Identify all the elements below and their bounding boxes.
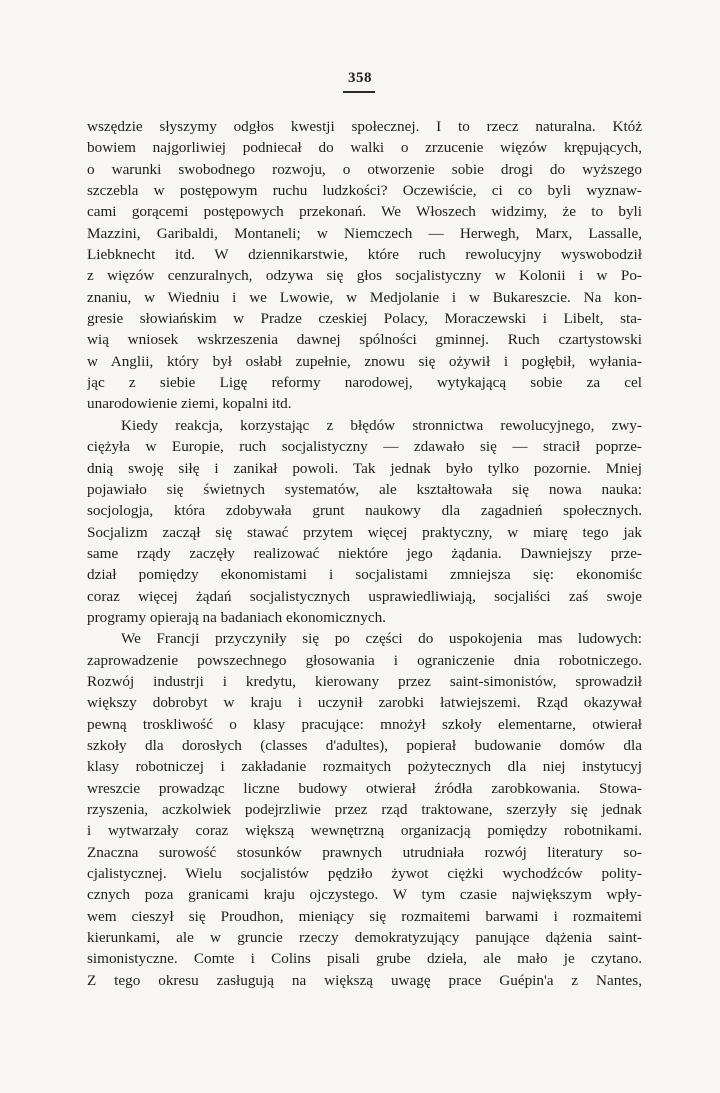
- text-line: coraz więcej żądań socjalistycznych usprawiedliwiają, socjaliści zaś swoje: [87, 587, 642, 605]
- text-line: szkoły dla dorosłych (classes d'adultes), popierał budowanie domów dla: [87, 736, 642, 754]
- text-line: We Francji przyczyniły się po części do uspokojenia mas ludowych:: [121, 630, 642, 648]
- text-line: pewną troskliwość o klasy pracujące: mnożył szkoły elementarne, otwierał: [87, 715, 642, 733]
- text-line: Liebknecht itd. W dziennikarstwie, które ruch rewolucyjny wyswobodził: [87, 246, 642, 264]
- text-line: cami gorącemi postępowych przekonań. We Włoszech widzimy, że to byli: [87, 203, 642, 221]
- text-line: w Anglii, który był osłabł zupełnie, znowu się ożywił i pogłębił, wyłania-: [87, 352, 642, 370]
- text-line: pojawiało się świetnych systematów, ale kształtowała się nowa nauka:: [87, 480, 642, 498]
- text-line: gresie słowiańskim w Pradze czeskiej Polacy, Moraczewski i Libelt, sta-: [87, 310, 642, 328]
- text-line: znaniu, w Wiedniu i we Lwowie, w Medjolanie i w Bukareszcie. Na kon-: [87, 288, 642, 306]
- text-line: jąc z siebie Ligę reformy narodowej, wytykającą sobie za cel: [87, 374, 642, 392]
- text-line: z więzów cenzuralnych, odzywa się głos socjalistyczny w Kolonii i w Po-: [87, 267, 642, 285]
- text-line: rzyszenia, aczkolwiek podejrzliwie przez rząd traktowane, szerzyły się jednak: [87, 801, 642, 818]
- text-line: większy dobrobyt w kraju i uczynił zarobki łatwiejszemi. Rząd okazywał: [87, 694, 642, 712]
- text-line: simonistyczne. Comte i Colins pisali grube dzieła, ale mało je czytano.: [87, 950, 642, 968]
- text-line: bowiem najgorliwiej podniecał do walki o zrzucenie więzów krępujących,: [87, 139, 642, 157]
- text-line: klasy robotniczej i zakładanie rozmaitych pożytecznych dla niej instytucyj: [87, 758, 642, 776]
- text-line: programy opierają na badaniach ekonomicznych.: [87, 608, 386, 626]
- text-line: Kiedy reakcja, korzystając z błędów stronnictwa rewolucyjnego, zwy-: [121, 416, 642, 434]
- text-line: cjalistycznej. Wielu socjalistów pędziło żywot ciężki wychodźców polity-: [87, 865, 642, 883]
- text-line: Z tego okresu zasługują na większą uwagę prace Guépin'a z Nantes,: [87, 971, 642, 989]
- text-line: wią wniosek wskrzeszenia dawnej spólności gminnej. Ruch czartystowski: [87, 331, 642, 349]
- paragraph-2: [87, 415, 642, 628]
- text-line: Mazzini, Garibaldi, Montaneli; w Niemczech — Herwegh, Marx, Lassalle,: [87, 224, 642, 242]
- text-line: wreszcie prowadząc liczne budowy otwierał źródła zarobkowania. Stowa-: [87, 779, 642, 797]
- text-line: socjologja, która zdobywała grunt naukowy dla zagadnień społecznych.: [87, 502, 642, 520]
- text-line: i wytwarzały coraz większą wewnętrzną organizacją pomiędzy robotnikami.: [87, 822, 642, 840]
- page-number-underline: [343, 91, 375, 93]
- text-line: dział pomiędzy ekonomistami i socjalistami zmniejsza się: ekonomiśc: [87, 566, 642, 584]
- paragraph-3: [87, 628, 642, 991]
- text-line: unarodowienie ziemi, kopalni itd.: [87, 395, 292, 413]
- text-line: wszędzie słyszymy odgłos kwestji społecznej. I to rzecz naturalna. Któż: [87, 118, 642, 135]
- text-line: dnią swoję siłę i zanikał powoli. Tak jednak było tylko pozornie. Mniej: [87, 459, 642, 477]
- text-line: Znaczna surowość stosunków prawnych utrudniała rozwój literatury so-: [87, 843, 642, 861]
- text-line: o warunki swobodnego rozwoju, o otworzenie sobie drogi do wyższego: [87, 160, 642, 178]
- text-line: wem cieszył się Proudhon, mieniący się rozmaitemi barwami i rozmaitemi: [87, 907, 642, 925]
- text-line: ciężyła w Europie, ruch socjalistyczny — zdawało się — stracił poprze-: [87, 438, 642, 456]
- text-line: cznych poza granicami kraju ojczystego. W tym czasie największym wpły-: [87, 886, 642, 904]
- body-text: [87, 116, 642, 991]
- text-line: szczebla w postępowym ruchu ludzkości? Oczewiście, ci co byli wyznaw-: [87, 182, 642, 200]
- text-line: Rozwój industrji i kredytu, kierowany przez saint-simonistów, sprowadził: [87, 672, 642, 690]
- paragraph-1: [87, 116, 642, 415]
- text-line: zaprowadzenie powszechnego głosowania i ograniczenie dnia robotniczego.: [87, 651, 642, 669]
- text-line: kierunkami, ale w gruncie rzeczy demokratyzujący panujące dążenia saint-: [87, 929, 642, 947]
- text-line: Socjalizm zaczął się stawać przytem więcej praktyczny, w miarę tego jak: [87, 523, 642, 541]
- text-line: same rządy zaczęły realizować niektóre jego żądania. Dawniejszy prze-: [87, 544, 642, 562]
- page-number: 358: [348, 70, 372, 86]
